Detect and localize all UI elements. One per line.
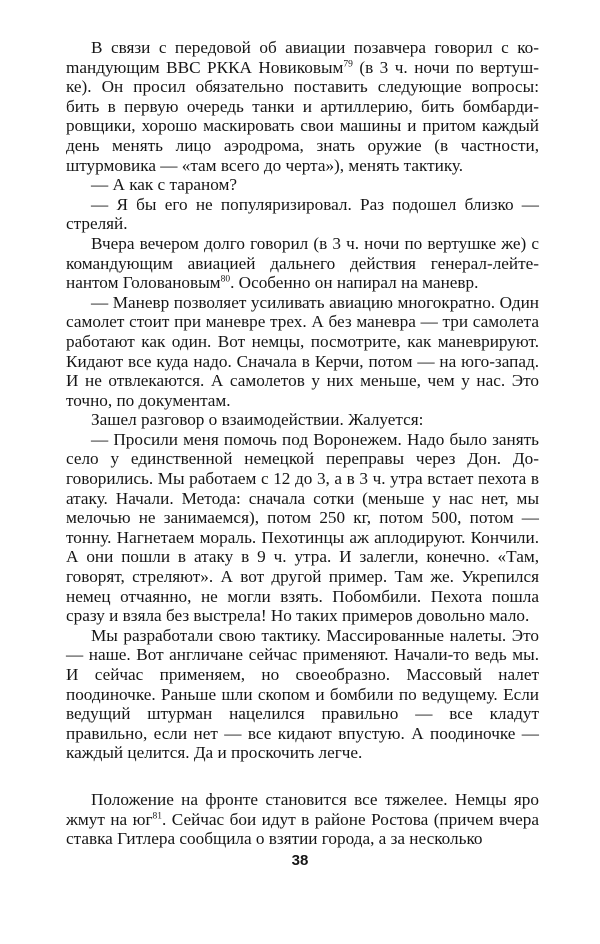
paragraph-7: — Просили меня помочь под Воронежем. Надо было занять село у единственной немецкой переправы через Дон. Договорились. Мы работаем с 12 до 3, а в 3 ч. утра встает пехота в атаку. Начали. Метода: сначала сотки (меньше у нас нет, мы мелочью не занимаемся), потом 250 кг, потом 500, потом — тонну. Нагнетаем мораль. Пехотинцы аж аплодируют. Кончили. А они пошли в атаку в 9 ч. утра. И залегли, конечно. «Там, говорят, стреляют». А вот другой пример. Там же. Укрепился немец отчаянно, не могли взять. Побомбили. Пехота пошла сразу и взяла без выстрела! Но таких примеров довольно мало. [66,429,539,626]
paragraph-4-tail: . Особенно он напирал на маневр. [230,273,479,293]
section-gap [66,763,539,790]
footnote-ref-80[interactable]: 80 [220,274,231,285]
paragraph-4 [66,234,539,293]
footnote-ref-79[interactable]: 79 [343,58,353,69]
page-number: 38 [291,852,309,869]
paragraph-6: Зашел разговор о взаимодействии. Жалуется: [91,410,424,430]
paragraph-9 [66,790,539,849]
paragraph-2: — А как с тараном? [91,175,238,195]
paragraph-3: — Я бы его не популяризировал. Раз подошел близко — стреляй. [66,194,539,234]
paragraph-1-tail: (в 3 ч. ночи по вертушке). Он просил обязательно поставить следующие вопросы: бить в первую очередь танки и артиллерию, бить бомбардировщики, хорошо маскировать свои машины и притом каждый день менять лицо аэродрома, знать оружие (в частности, штурмовика — «там всего до черта»), менять тактику. [66,57,540,175]
paragraph-8: Мы разработали свою тактику. Массированные налеты. Это — наше. Вот англичане сейчас применяют. Начали-то ведь мы. И сейчас применяем, но своеобразно. Массовый налет поодиночке. Раньше шли скопом и бомбили по ведущему. Если ведущий штурман нацелился правильно — все кладут правильно, если нет — все кидают впустую. А поодиночке — каждый целится. Да и проскочить легче. [66,625,539,763]
paragraph-5: — Маневр позволяет усиливать авиацию многократно. Один самолет стоит при маневре трех. А без маневра — три самолета работают как один. Вот немцы, посмотрите, как маневрируют. Кидают все куда надо. Сначала в Керчи, потом — на юго-запад. И не отвлекаются. А самолетов у них меньше, чем у нас. Это точно, по документам. [66,292,539,410]
paragraph-1-text: В связи с передовой об авиации позавчера говорил с коmандующим ВВС РККА Новиковым [66,38,539,77]
footnote-ref-81[interactable]: 81 [152,810,163,821]
page-body [66,38,539,849]
paragraph-9-tail: . Сейчас бои идут в районе Ростова (причем вчера ставка Гитлера сообщила о взятии города, а за несколько [66,809,539,849]
paragraph-9-text: Положение на фронте становится все тяжелее. Немцы яро жмут на юг [66,789,539,829]
paragraph-4-text: Вчера вечером долго говорил (в 3 ч. ночи по вертушке же) с командующим авиацией дальнего действия генерал-лейтенантом Головановым [66,233,539,293]
paragraph-1 [66,38,539,175]
